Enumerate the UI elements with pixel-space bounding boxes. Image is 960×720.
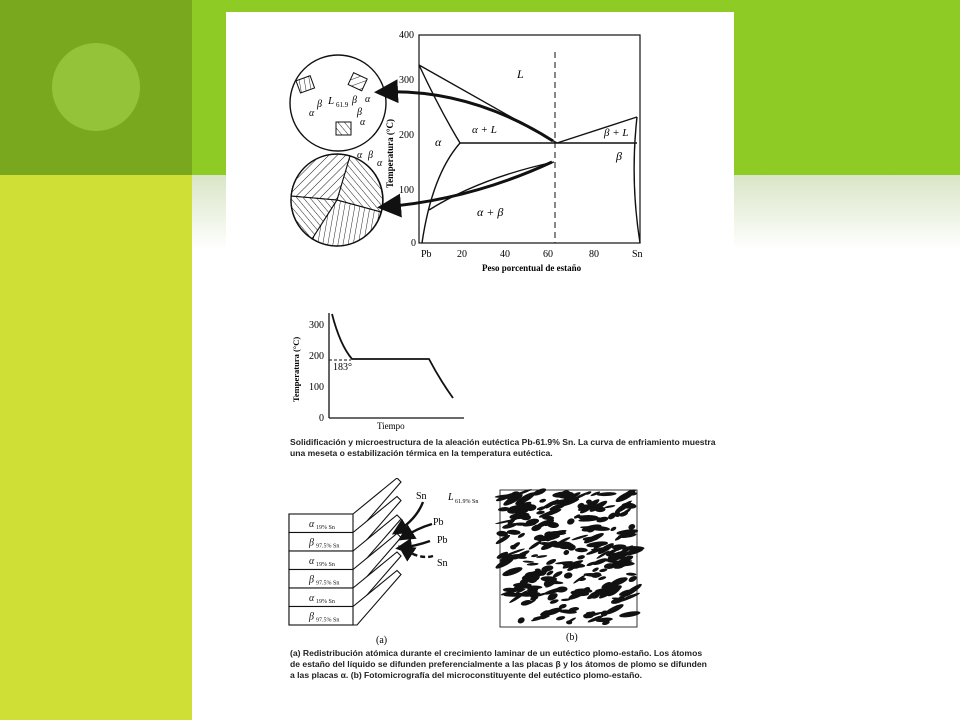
region-beta-liquid: β + L [604, 127, 629, 139]
y-axis-label: Temperatura (°C) [385, 118, 395, 188]
svg-text:α: α [377, 158, 383, 169]
region-alpha: α [435, 135, 442, 149]
y-tick: 400 [399, 30, 414, 41]
svg-text:α: α [360, 117, 366, 128]
lamellae-plates [289, 478, 401, 625]
cooling-curve-chart [226, 300, 734, 435]
region-alpha-beta: α + β [477, 205, 504, 219]
y-tick: 0 [411, 238, 416, 249]
plate-label: α [309, 593, 315, 604]
x-tick: Pb [421, 249, 432, 260]
y-tick: 100 [309, 382, 324, 393]
label-b: (b) [566, 632, 578, 643]
plate-label: α [309, 519, 315, 530]
y-axis-ticks [399, 30, 416, 249]
micrograph [494, 487, 644, 627]
y-axis-label: Temperatura (°C) [291, 336, 301, 402]
solvus-alpha [422, 143, 460, 243]
x-axis-label: Peso porcentual de estaño [482, 263, 582, 273]
diffusion-arrows [396, 502, 433, 557]
x-tick: 40 [500, 249, 510, 260]
plate-label: α [309, 556, 315, 567]
plate-composition: 97.5% Sn [316, 580, 340, 587]
x-tick: 20 [457, 249, 467, 260]
plate-composition: 19% Sn [316, 525, 335, 531]
svg-text:L: L [328, 95, 335, 107]
region-alpha-liquid: α + L [472, 124, 497, 136]
arrow-label-sn: Sn [437, 558, 448, 569]
x-tick: 60 [543, 249, 553, 260]
plate-composition: 19% Sn [316, 562, 335, 568]
plateau-label: 183° [333, 362, 352, 373]
y-tick: 100 [399, 185, 414, 196]
plate-label: β [309, 537, 314, 549]
solvus-beta [634, 117, 640, 243]
svg-text:α: α [309, 108, 315, 119]
y-tick: 200 [399, 130, 414, 141]
region-liquid: L [517, 67, 524, 81]
x-tick: 80 [589, 249, 599, 260]
plot-frame [419, 35, 640, 243]
arrow-label-pb: Pb [437, 535, 448, 546]
x-axis-label: Tiempo [377, 421, 405, 431]
x-tick: Sn [632, 249, 643, 260]
y-tick: 300 [309, 320, 324, 331]
plate-composition: 97.5% Sn [316, 543, 340, 550]
phase-boundaries [419, 52, 640, 243]
plate-label: β [309, 574, 314, 586]
svg-text:β: β [357, 107, 362, 118]
microstructure-eutectic-circle [291, 150, 383, 246]
arrow-label-sn: Sn [416, 491, 427, 502]
caption-solidification: Solidificación y microestructura de la aleación eutéctica Pb-61.9% Sn. La curva de enfriamiento muestra una meseta o estabilización térmica en la temperatura eutéctica. [290, 437, 716, 458]
svg-text:α: α [357, 150, 363, 161]
svg-text:α: α [365, 94, 371, 105]
decorative-circle [52, 43, 140, 131]
region-beta: β [616, 149, 622, 163]
caption-lamellar: (a) Redistribución atómica durante el crecimiento laminar de un eutéctico plomo-estaño. Los átomos de estaño del líquido se difunden preferencialmente a las placas β y los átomos de plomo se difunden a las placas α. (b) Fotomicrografía del microconstituyente del eutéctico plomo-estaño. [290, 648, 707, 680]
liquid-composition: 61.9% Sn [455, 499, 479, 505]
background-band-left [0, 175, 192, 720]
svg-text:61.9: 61.9 [336, 101, 349, 109]
plate-composition: 97.5% Sn [316, 617, 340, 624]
plate-label: β [309, 611, 314, 623]
svg-text:β: β [368, 150, 373, 161]
arrow-label-pb: Pb [433, 517, 444, 528]
svg-text:β: β [317, 99, 322, 110]
liquid-label: L [448, 492, 454, 503]
y-tick: 200 [309, 351, 324, 362]
x-axis-ticks [421, 249, 643, 260]
label-a: (a) [376, 635, 388, 646]
plate-composition: 19% Sn [316, 599, 335, 605]
lamellar-growth-diagram [226, 478, 734, 646]
phase-diagram [226, 12, 734, 282]
svg-text:β: β [352, 95, 357, 106]
y-tick: 0 [319, 413, 324, 424]
cooling-curve-line [332, 314, 453, 398]
y-tick: 300 [399, 75, 414, 86]
microstructure-liquid-circle [290, 55, 386, 151]
